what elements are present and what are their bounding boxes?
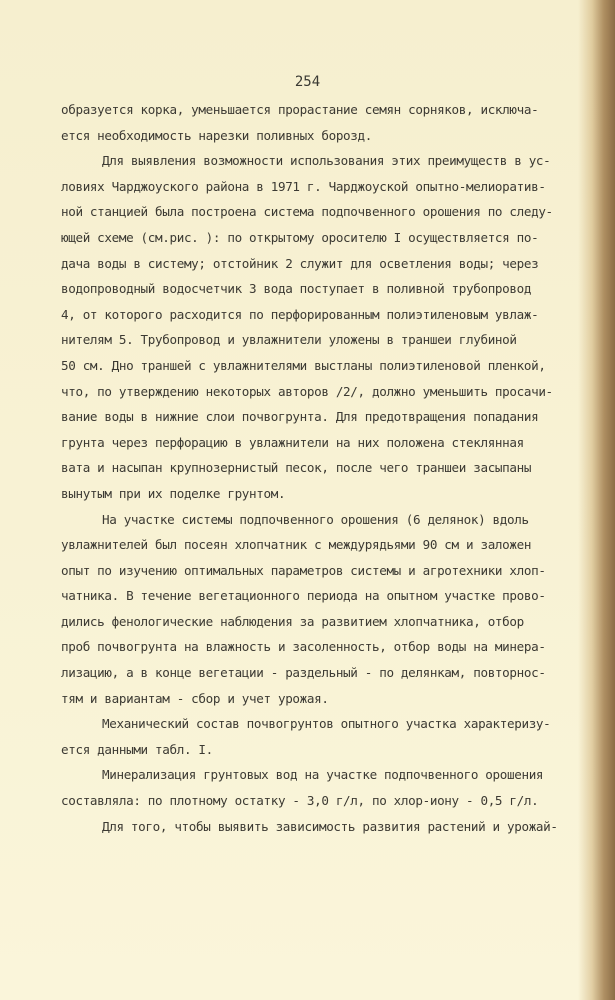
text-line: ющей схеме (см.рис. ): по открытому оросителю I осуществляется по- [61, 229, 539, 245]
text-line: дились фенологические наблюдения за развитием хлопчатника, отбор [61, 613, 524, 629]
paragraph-start-line: Минерализация грунтовых вод на участке подпочвенного орошения [102, 767, 544, 783]
text-line: 50 см. Дно траншей с увлажнителями выстланы полиэтиленовой пленкой, [61, 357, 546, 373]
paragraph-start-line: Для того, чтобы выявить зависимость развития растений и урожай- [102, 818, 558, 834]
text-line: ется данными табл. I. [61, 741, 213, 757]
text-line: водопроводный водосчетчик 3 вода поступает в поливной трубопровод [61, 281, 532, 297]
text-line: увлажнителей был посеян хлопчатник с междурядьями 90 см и заложен [61, 537, 532, 553]
text-line: ной станцией была построена система подпочвенного орошения по следу- [61, 204, 553, 220]
page-number: 254 [294, 74, 321, 90]
text-line: опыт по изучению оптимальных параметров системы и агротехники хлоп- [61, 562, 546, 578]
paragraph-start-line: Механический состав почвогрунтов опытного участка характеризу- [102, 716, 551, 732]
text-line: тям и вариантам - сбор и учет урожая. [61, 690, 329, 706]
paragraph-start-line: Для выявления возможности использования этих преимуществ в ус- [102, 153, 551, 169]
body-text [61, 97, 581, 839]
text-line: нителям 5. Трубопровод и увлажнители уложены в траншеи глубиной [61, 332, 517, 348]
text-line: ется необходимость нарезки поливных борозд. [61, 127, 372, 143]
text-line: вание воды в нижние слои почвогрунта. Для предотвращения попадания [61, 409, 539, 425]
text-line: вынутым при их поделке грунтом. [61, 485, 286, 501]
text-line: образуется корка, уменьшается прорастание семян сорняков, исключа- [61, 102, 539, 117]
text-line: грунта через перфорацию в увлажнители на них положена стеклянная [61, 434, 524, 450]
text-line: составляла: по плотному остатку - 3,0 г/л, по хлор-иону - 0,5 г/л. [61, 793, 539, 809]
text-line: проб почвогрунта на влажность и засоленность, отбор воды на минера- [61, 639, 546, 655]
text-line: дача воды в систему; отстойник 2 служит для осветления воды; через [61, 255, 539, 271]
paragraph-start-line: На участке системы подпочвенного орошения (6 делянок) вдоль [102, 511, 529, 527]
text-line: что, по утверждению некоторых авторов /2/, должно уменьшить просачи- [61, 383, 553, 399]
text-line: лизацию, а в конце вегетации - раздельный - по делянкам, повторнос- [61, 665, 546, 681]
text-line: 4, от которого расходится по перфорированным полиэтиленовым увлаж- [61, 306, 539, 322]
text-line: ловиях Чарджоуского района в 1971 г. Чарджоуской опытно-мелиоратив- [61, 178, 546, 194]
text-line: чатника. В течение вегетационного периода на опытном участке прово- [61, 588, 546, 604]
text-line: вата и насыпан крупнозернистый песок, после чего траншеи засыпаны [61, 460, 532, 476]
